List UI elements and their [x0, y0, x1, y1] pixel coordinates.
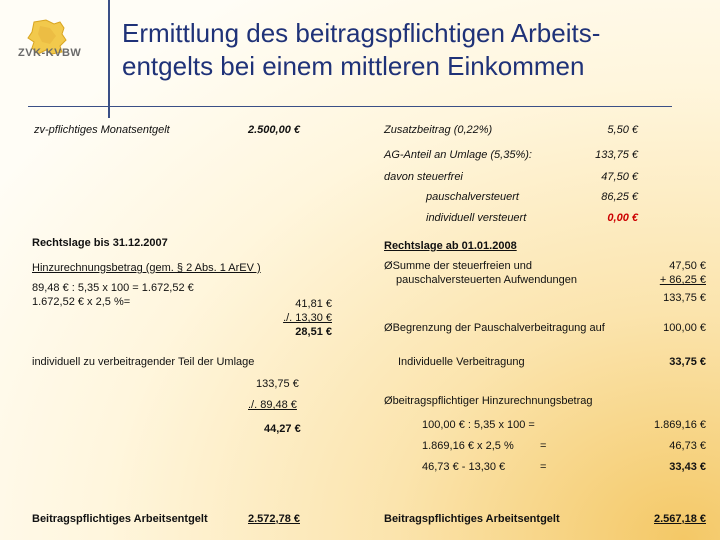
title-divider-horizontal [28, 106, 672, 107]
right-calc-3-left: 46,73 € - 13,30 € [422, 461, 506, 473]
title-line-1: Ermittlung des beitragspflichtigen Arbeits- [122, 18, 601, 48]
salary-label: zv-pflichtiges Monatsentgelt [34, 124, 170, 136]
right-sum-item [384, 260, 532, 272]
left-umlage-v2: ./. 89,48 € [248, 399, 297, 411]
right-hinzurechnung-label: beitragspflichtiger Hinzurechnungsbetrag [392, 395, 593, 407]
right-begrenzung-value: 100,00 € [663, 322, 706, 334]
right-calc-1-left: 100,00 € : 5,35 x 100 = [422, 419, 535, 431]
right-sum-line-1: Summe der steuerfreien und [392, 260, 532, 272]
right-calc-3-eq: = [540, 461, 547, 473]
left-calc-line-2: 1.672,52 € x 2,5 %= [32, 296, 131, 308]
right-calc-2-eq: = [540, 440, 547, 452]
bullet-arrow-icon: Ø [384, 395, 393, 407]
row-ag-anteil-value: 133,75 € [595, 149, 638, 161]
left-umlage-label: individuell zu verbeitragender Teil der Umlage [32, 356, 255, 368]
logo-text: ZVK-KVBW [18, 47, 82, 59]
title-divider-vertical [108, 0, 110, 118]
bullet-arrow-icon: Ø [384, 322, 393, 334]
left-result-label: Beitragspflichtiges Arbeitsentgelt [32, 513, 208, 525]
row-steuerfrei-value: 47,50 € [601, 171, 638, 183]
right-sum-v1: 47,50 € [669, 260, 706, 272]
right-begrenzung-item [384, 322, 605, 334]
row-zusatzbeitrag-label: Zusatzbeitrag (0,22%) [384, 124, 493, 136]
left-heading: Rechtslage bis 31.12.2007 [32, 237, 168, 249]
left-val-1: 41,81 € [295, 298, 332, 310]
right-hinzurechnung-item [384, 395, 593, 407]
right-result-value: 2.567,18 € [654, 513, 706, 525]
right-individuell-value: 33,75 € [669, 356, 706, 368]
right-sum-v3: 133,75 € [663, 292, 706, 304]
right-calc-2-left: 1.869,16 € x 2,5 % [422, 440, 514, 452]
row-pauschal-value: 86,25 € [601, 191, 638, 203]
right-individuell-label: Individuelle Verbeitragung [398, 356, 525, 368]
left-calc-line-1: 89,48 € : 5,35 x 100 = 1.672,52 € [32, 282, 194, 294]
right-calc-2-right: 46,73 € [669, 440, 706, 452]
row-pauschal-label: pauschalversteuert [426, 191, 519, 203]
page-title [122, 17, 702, 83]
right-sum-line-2: pauschalversteuerten Aufwendungen [396, 274, 578, 286]
row-steuerfrei-label: davon steuerfrei [384, 171, 463, 183]
salary-value: 2.500,00 € [248, 124, 300, 136]
row-individuell-label: individuell versteuert [426, 212, 527, 224]
bullet-arrow-icon: Ø [384, 260, 393, 272]
row-individuell-value: 0,00 € [607, 212, 638, 224]
row-ag-anteil-label: AG-Anteil an Umlage (5,35%): [384, 149, 532, 161]
right-result-label: Beitragspflichtiges Arbeitsentgelt [384, 513, 560, 525]
left-val-2: ./. 13,30 € [283, 312, 332, 324]
right-heading: Rechtslage ab 01.01.2008 [384, 240, 517, 252]
left-umlage-v1: 133,75 € [256, 378, 299, 390]
right-calc-3-right: 33,43 € [669, 461, 706, 473]
right-begrenzung-label: Begrenzung der Pauschalverbeitragung auf [392, 322, 605, 334]
left-val-3: 28,51 € [295, 326, 332, 338]
left-result-value: 2.572,78 € [248, 513, 300, 525]
right-calc-1-right: 1.869,16 € [654, 419, 706, 431]
left-umlage-v3: 44,27 € [264, 423, 301, 435]
title-line-2: entgelts bei einem mittleren Einkommen [122, 51, 585, 81]
left-hinzurechnung-label: Hinzurechnungsbetrag (gem. § 2 Abs. 1 ArEV ) [32, 262, 261, 274]
right-sum-v2: + 86,25 € [659, 274, 706, 286]
row-zusatzbeitrag-value: 5,50 € [607, 124, 638, 136]
